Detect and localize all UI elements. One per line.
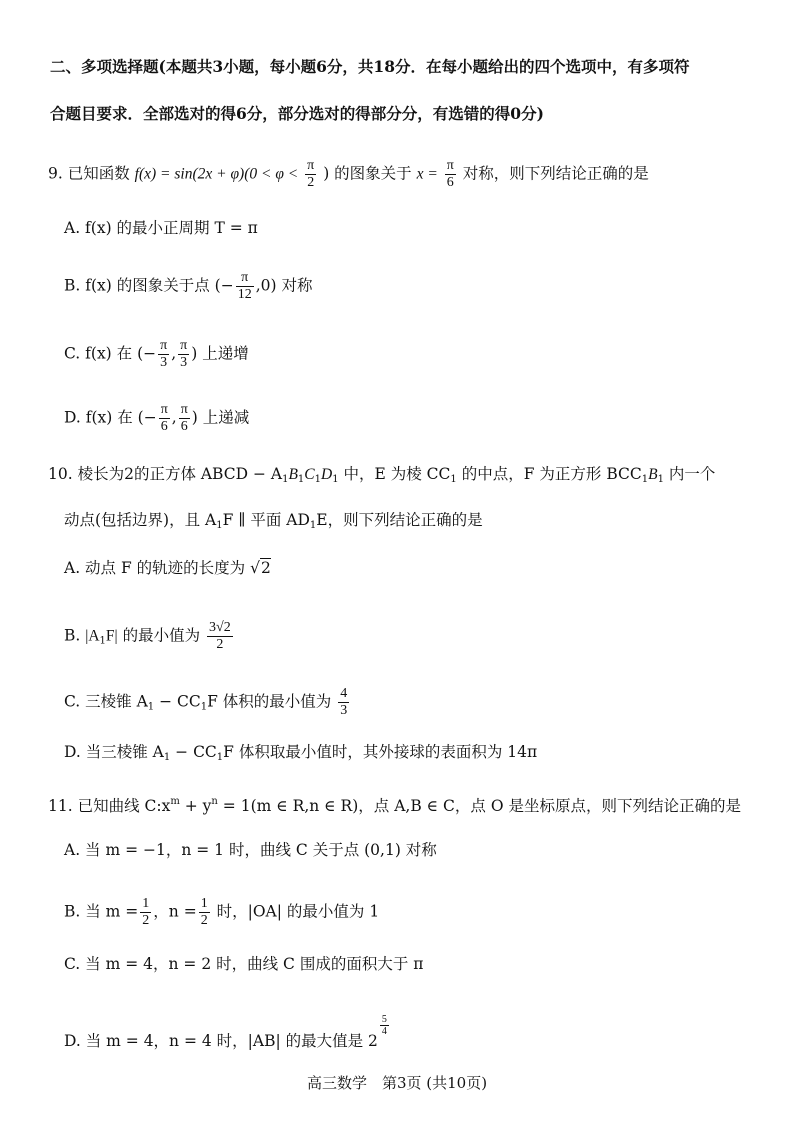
question-9-option-b: B. f(x) 的图象关于点 (− $\frac{\pi}{12}$ ,0) 对称 [64,270,313,302]
question-10-option-b: B. $|A_1F|$ 的最小值为 $\frac{3√2}{2}$ [64,620,231,652]
question-11-option-a: A. 当 m = −1，n = 1 时，曲线 C 关于点 (0,1) 对称 [64,841,437,859]
fraction-pi-over-6: $\frac{\pi}{6}$ [446,158,454,190]
question-10-stem-line2: 动点(包括边界)，且 $A_1F$ ∥ 平面 $AD_1E$，则下列结论正确的是 [64,511,483,531]
section-heading-line2: 合题目要求．全部选对的得6分，部分选对的得部分分，有选错的得0分) [50,104,544,123]
question-9-option-d: D. f(x) 在 (− $\frac{\pi}{6}$ , $\frac{\pi}{6}$ ) 上递减 [64,402,250,434]
question-11-option-b: B. 当 m = $\frac{1}{2}$ ，n = $\frac{1}{2}$ 时，|OA| 的最小值为 1 [64,896,380,928]
question-10-option-c: C. 三棱锥 $A_1 - CC_1F$ 体积的最小值为 $\frac{4}{3}$ [64,686,348,718]
section-heading-line1: 二、多项选择题(本题共3小题，每小题6分，共18分．在每小题给出的四个选项中，有多项符 [50,57,690,76]
page-footer: 高三数学 第3页 (共10页) [306,1074,488,1092]
fraction-pi-over-2: $\frac{\pi}{2}$ [307,158,315,190]
question-9-option-a: A. f(x) 的最小正周期 T = π [64,219,258,237]
question-10-option-d: D. 当三棱锥 $A_1 - CC_1F$ 体积取最小值时，其外接球的表面积为 14π [64,743,538,763]
question-9-option-c: C. f(x) 在 (− $\frac{\pi}{3}$ , $\frac{\pi}{3}$ ) 上递增 [64,338,249,370]
question-11-option-d: D. 当 m = 4，n = 4 时，|AB| 的最大值是 2 $\frac{5}{4}$ [64,1014,387,1050]
question-10-option-a: A. 动点 F 的轨迹的长度为 √2 [64,559,271,577]
question-11-stem: 11. 已知曲线 $C:x^m + y^n = 1(m$ ∈ R,n ∈ R)，点 A,B ∈ C，点 O 是坐标原点，则下列结论正确的是 [48,796,741,815]
question-9-stem: 9. 已知函数 f(x) = sin(2x + φ)(0 < φ < $\frac{\pi}{2}$ ) 的图象关于 x = $\frac{\pi}{6}$ 对称，则下列结论正确的是 [48,158,649,190]
exponent-fraction: $\frac{5}{4}$ [381,1014,387,1037]
question-11-option-c: C. 当 m = 4，n = 2 时，曲线 C 围成的面积大于 π [64,955,424,973]
question-10-stem-line1: 10. 棱长为2的正方体 ABCD − $A_1B_1C_1D_1$ 中，E 为棱 $CC_1$ 的中点，F 为正方形 $BCC_1B_1$ 内一个 [48,465,716,485]
